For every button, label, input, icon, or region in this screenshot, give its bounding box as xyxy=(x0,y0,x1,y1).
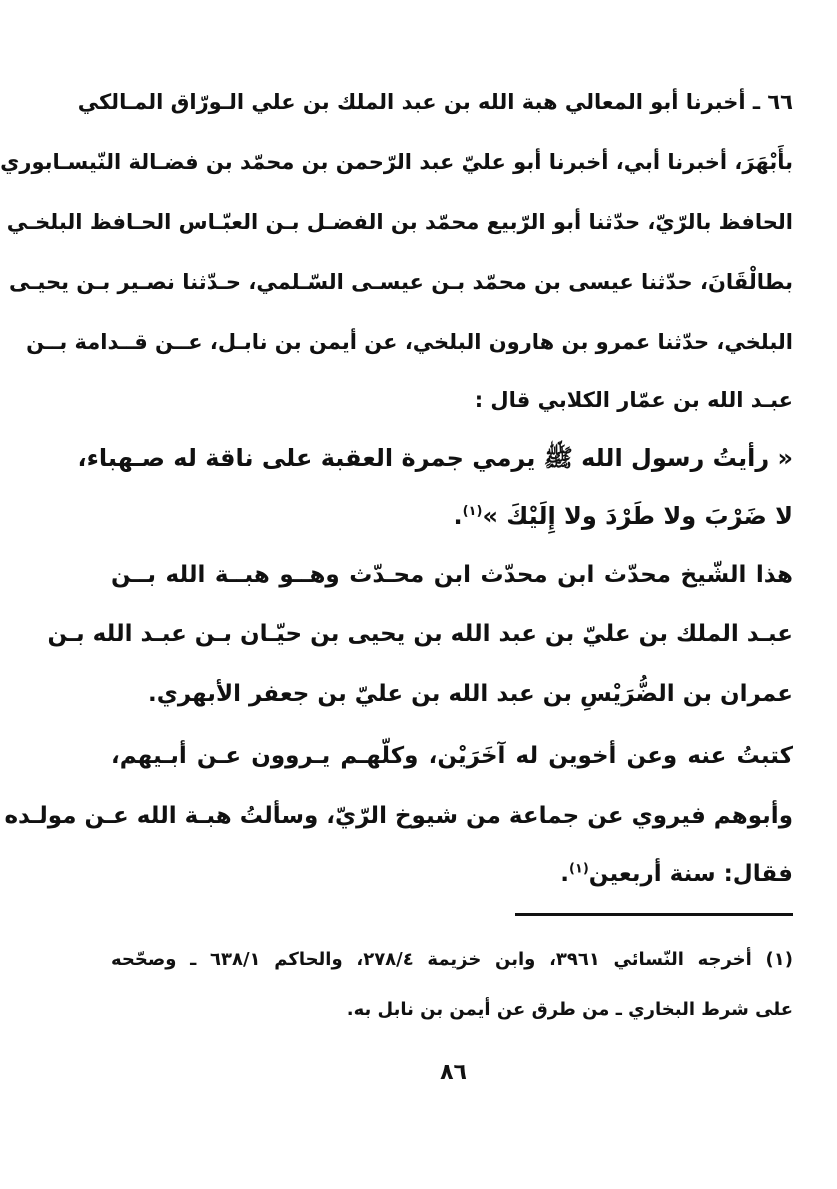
narration-line-5: البلخي، حدّثنا عمرو بن هارون البلخي، عن أيمن بن نابـل، عــن قــدامة بــن xyxy=(26,330,793,354)
hadith-line-1: « رأيتُ رسول الله ﷺ يرمي جمرة العقبة على ناقة له صـهباء، xyxy=(77,444,793,472)
commentary-line-2: عبـد الملك بن عليّ بن عبد الله بن يحيى بن حيّـان بـن عبـد الله بـن xyxy=(47,621,793,647)
commentary-line-5: وأبوهم فيروي عن جماعة من شيوخ الرّيّ، وسألتُ هبـة الله عـن مولـده xyxy=(4,803,793,829)
commentary-line-6-text: فقال: سنة أربعين xyxy=(588,861,793,887)
commentary-footnote-ref: (١) xyxy=(568,861,589,877)
commentary-line-1: هذا الشّيخ محدّث ابن محدّث ابن محـدّث وهــو هبــة الله بــن xyxy=(111,562,793,588)
narration-line-3: الحافظ بالرّيّ، حدّثنا أبو الرّبيع محمّد بن الفضـل بـن العبّـاس الحـافظ البلخـي xyxy=(6,210,793,234)
footnote-divider xyxy=(515,913,793,916)
hadith-line-2-text: لا ضَرْبَ ولا طَرْدَ ولا إِلَيْكَ » xyxy=(482,502,793,530)
commentary-line-4: كتبتُ عنه وعن أخوين له آخَرَيْن، وكلّهـم يـروون عـن أبـيهم، xyxy=(111,743,793,769)
hadith-footnote-ref: (١) xyxy=(462,504,483,519)
narration-line-1: ٦٦ ـ أخبرنا أبو المعالي هبة الله بن عبد الملك بن علي الـورّاق المـالكي xyxy=(77,90,793,114)
narration-line-4: بطالْقَانَ، حدّثنا عيسى بن محمّد بـن عيسـى السّـلمي، حـدّثنا نصـير بـن يحيـى xyxy=(8,270,793,294)
page-number: ٨٦ xyxy=(440,1060,467,1085)
commentary-end-mark: . xyxy=(560,861,569,887)
narration-line-2: بأَبْهَرَ، أخبرنا أبي، أخبرنا أبو عليّ عبد الرّحمن بن محمّد بن فضـالة النّيسـابوري xyxy=(0,150,793,174)
footnote-line-1: (١) أخرجه النّسائي ٣٩٦١، وابن خزيمة ٢٧٨/٤، والحاكم ٦٣٨/١ ـ وصحّحه xyxy=(111,949,793,970)
narration-line-6: عبـد الله بن عمّار الكلابي قال : xyxy=(474,388,793,412)
hadith-end-mark: . xyxy=(453,502,463,530)
commentary-line-3: عمران بن الضُّرَيْسِ بن عبد الله بن عليّ بن جعفر الأبهري. xyxy=(148,681,793,707)
footnote-line-2: على شرط البخاري ـ من طرق عن أيمن بن نابل به. xyxy=(346,999,793,1020)
commentary-line-6 xyxy=(111,855,793,893)
hadith-line-2 xyxy=(111,496,793,536)
